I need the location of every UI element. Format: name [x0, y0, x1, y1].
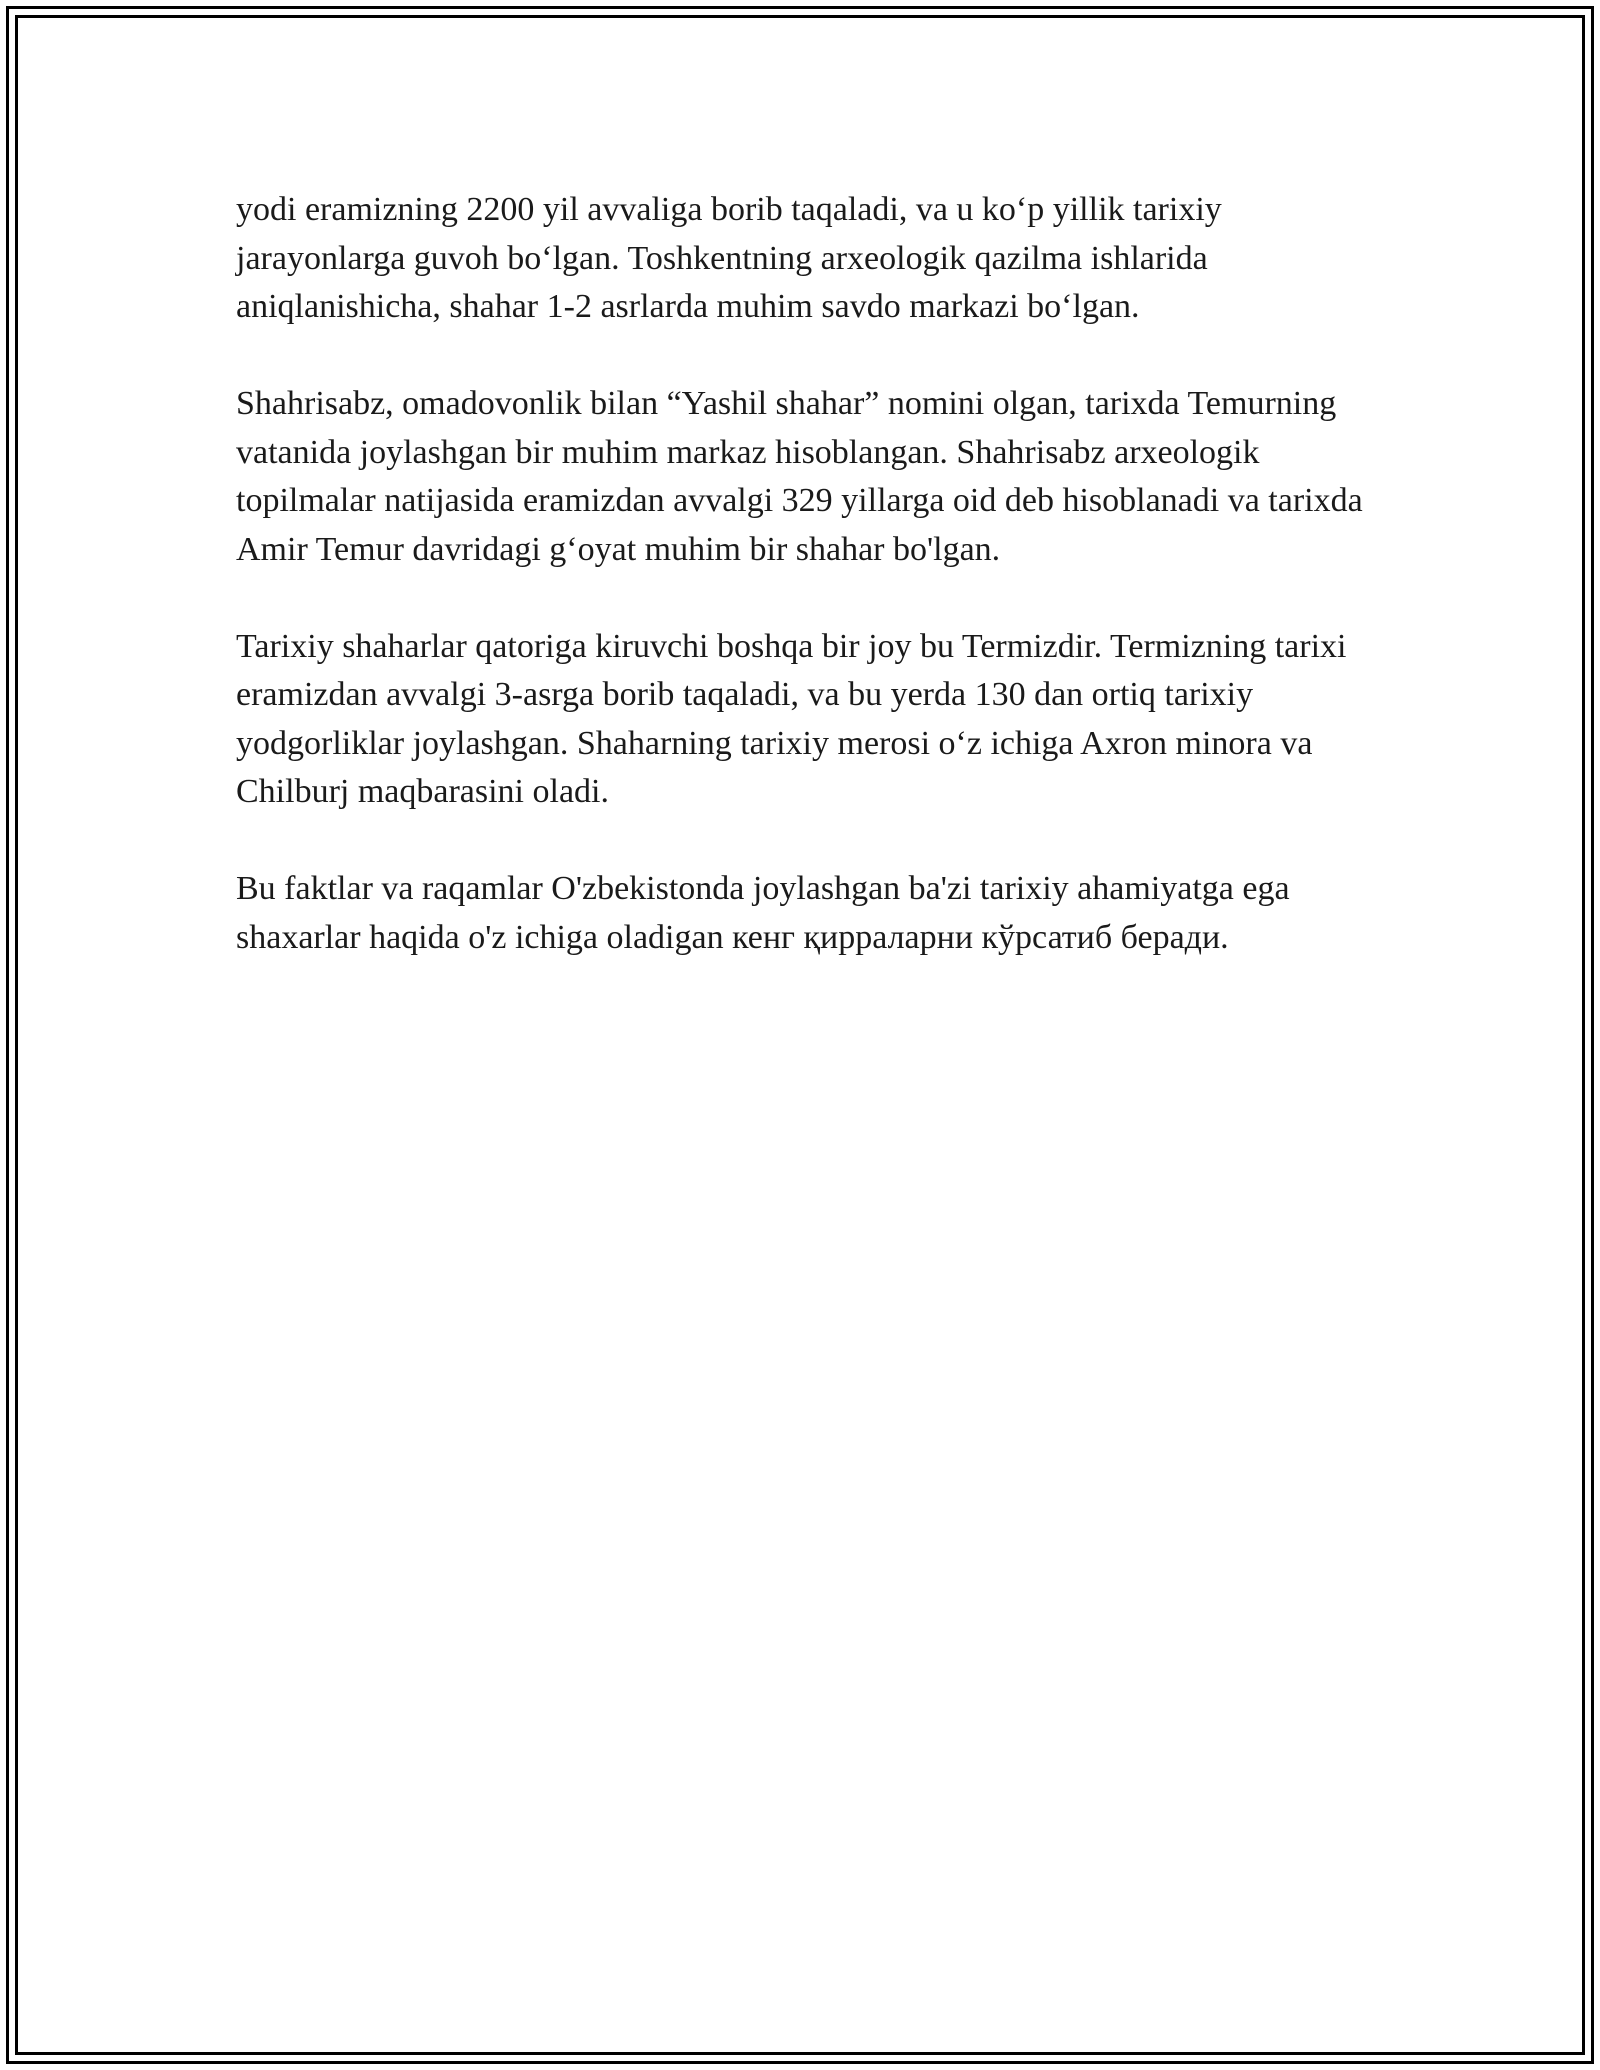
- paragraph-tashkent: yodi eramizning 2200 yil avvaliga borib taqaladi, va u ko‘p yillik tarixiy jarayonlarga guvoh bo‘lgan. Toshkentning arxeologik qazilma ishlarida aniqlanishicha, shahar 1-2 asrlarda muhim savdo markazi bo‘lgan.: [236, 191, 1222, 325]
- document-body: [236, 186, 1386, 1011]
- paragraph-termiz: Tarixiy shaharlar qatoriga kiruvchi boshqa bir joy bu Termizdir. Termizning tarixi eramizdan avvalgi 3-asrga borib taqaladi, va bu yerda 130 dan ortiq tarixiy yodgorliklar joylashgan. Shaharning tarixiy merosi o‘z ichiga Axron minora va Chilburj maqbarasini oladi.: [236, 627, 1347, 810]
- paragraph-conclusion: Bu faktlar va raqamlar O'zbekistonda joylashgan ba'zi tarixiy ahamiyatga ega shaxarlar haqida o'z ichiga oladigan кенг қирраларни кўрсатиб беради.: [236, 870, 1290, 956]
- paragraph-shahrisabz: Shahrisabz, omadovonlik bilan “Yashil shahar” nomini olgan, tarixda Temurning vatanida joylashgan bir muhim markaz hisoblangan. Shahrisabz arxeologik topilmalar natijasida eramizdan avvalgi 329 yillarga oid deb hisoblanadi va tarixda Amir Temur davridagi g‘oyat muhim bir shahar bo'lgan.: [236, 385, 1363, 568]
